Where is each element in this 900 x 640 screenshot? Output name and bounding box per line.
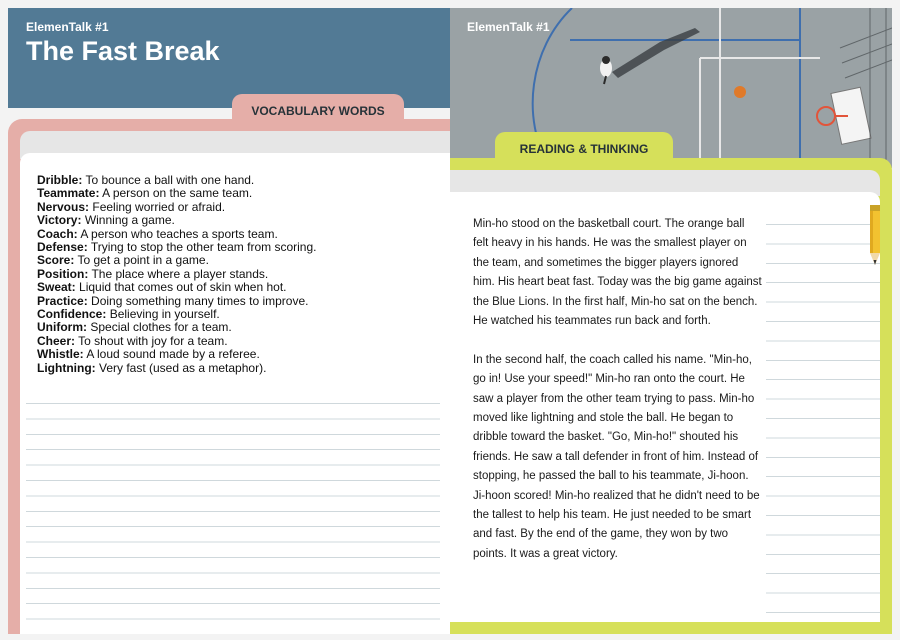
vocab-term: Uniform: [37, 320, 87, 335]
vocab-definition: Doing something many times to improve. [91, 293, 309, 308]
vocab-term: Confidence: [37, 307, 107, 322]
series-label-right: ElemenTalk #1 [467, 20, 550, 34]
reading-tab [495, 132, 673, 166]
vocab-term: Dribble: [37, 173, 83, 187]
vocab-item-teammate [37, 187, 437, 200]
vocab-item-defense [37, 241, 437, 254]
basketball-icon [734, 86, 746, 98]
vocab-definition: Feeling worried or afraid. [92, 199, 226, 214]
reading-tab-label: READING & THINKING [519, 142, 649, 156]
vocab-definition: Believing in yourself. [109, 307, 220, 322]
vocab-definition: To bounce a ball with one hand. [85, 173, 255, 187]
vocab-item-position [37, 268, 437, 281]
vocab-term: Practice: [37, 293, 88, 308]
vocabulary-writing-lines [26, 403, 440, 623]
vocab-definition: Trying to stop the other team from scoring. [90, 240, 317, 255]
reading-story [473, 215, 763, 584]
vocab-item-sweat [37, 281, 437, 294]
vocab-definition: Liquid that comes out of skin when hot. [79, 280, 287, 295]
vocab-term: Teammate: [37, 186, 100, 201]
vocab-definition: A loud sound made by a referee. [86, 347, 260, 362]
reading-writing-lines [766, 224, 880, 616]
vocab-item-uniform [37, 321, 437, 334]
story-paragraph-2: In the second half, the coach called his name. "Min-ho, go in! Use your speed!" Min-ho ran onto the court. He saw a player from the other team trying to pass. Min-ho moved like lightning and stole the ball. He began to dribble toward the basket. "Go, Min-ho!" shouted his friends. He saw a tall defender in front of him. Instead of stopping, he passed the ball to his teammate, Ji-hoon. Ji-hoon scored! Min-ho realized that he didn't need to be the tallest to help his team. He just needed to be smart and fast. By the end of the game, they won by two points. It was a great victory. [473, 353, 760, 560]
vocab-term: Lightning: [37, 360, 96, 375]
vocab-definition: A person who teaches a sports team. [80, 226, 278, 241]
vocab-definition: The place where a player stands. [91, 266, 269, 281]
vocab-term: Whistle: [37, 347, 84, 362]
vocab-term: Position: [37, 266, 89, 281]
vocab-definition: A person on the same team. [102, 186, 253, 201]
vocab-term: Score: [37, 253, 75, 268]
page-title: The Fast Break [26, 36, 220, 66]
vocab-definition: Very fast (used as a metaphor). [98, 360, 267, 375]
vocab-item-dribble [37, 174, 437, 187]
vocabulary-tab-label: VOCABULARY WORDS [251, 104, 385, 118]
vocab-item-nervous [37, 201, 437, 214]
vocab-term: Victory: [37, 213, 82, 228]
vocab-term: Defense: [37, 240, 88, 255]
vocab-definition: Winning a game. [84, 213, 175, 228]
vocab-item-confidence [37, 308, 437, 321]
vocab-item-victory [37, 214, 437, 227]
player-head [602, 56, 610, 64]
vocabulary-list [37, 174, 437, 375]
vocab-term: Cheer: [37, 333, 76, 348]
vocab-term: Sweat: [37, 280, 76, 295]
story-paragraph-1: Min-ho stood on the basketball court. The orange ball felt heavy in his hands. He was the smallest player on the team, and sometimes the bigger players ignored him. His heart beat fast. Today was the big game against the Blue Lions. In the first half, Min-ho sat on the bench. He watched his teammates run back and forth. [473, 218, 762, 328]
vocab-item-score [37, 254, 437, 267]
vocab-item-lightning [37, 362, 437, 375]
vocab-definition: To shout with joy for a team. [78, 333, 228, 348]
vocab-item-practice [37, 295, 437, 308]
series-label-left: ElemenTalk #1 [26, 20, 109, 34]
vocab-item-whistle [37, 348, 437, 361]
vocab-item-cheer [37, 335, 437, 348]
vocab-term: Coach: [37, 226, 78, 241]
vocab-definition: To get a point in a game. [77, 253, 209, 268]
vocab-term: Nervous: [37, 199, 90, 214]
pencil-icon [869, 205, 881, 269]
vocab-definition: Special clothes for a team. [90, 320, 232, 335]
vocab-item-coach [37, 228, 437, 241]
